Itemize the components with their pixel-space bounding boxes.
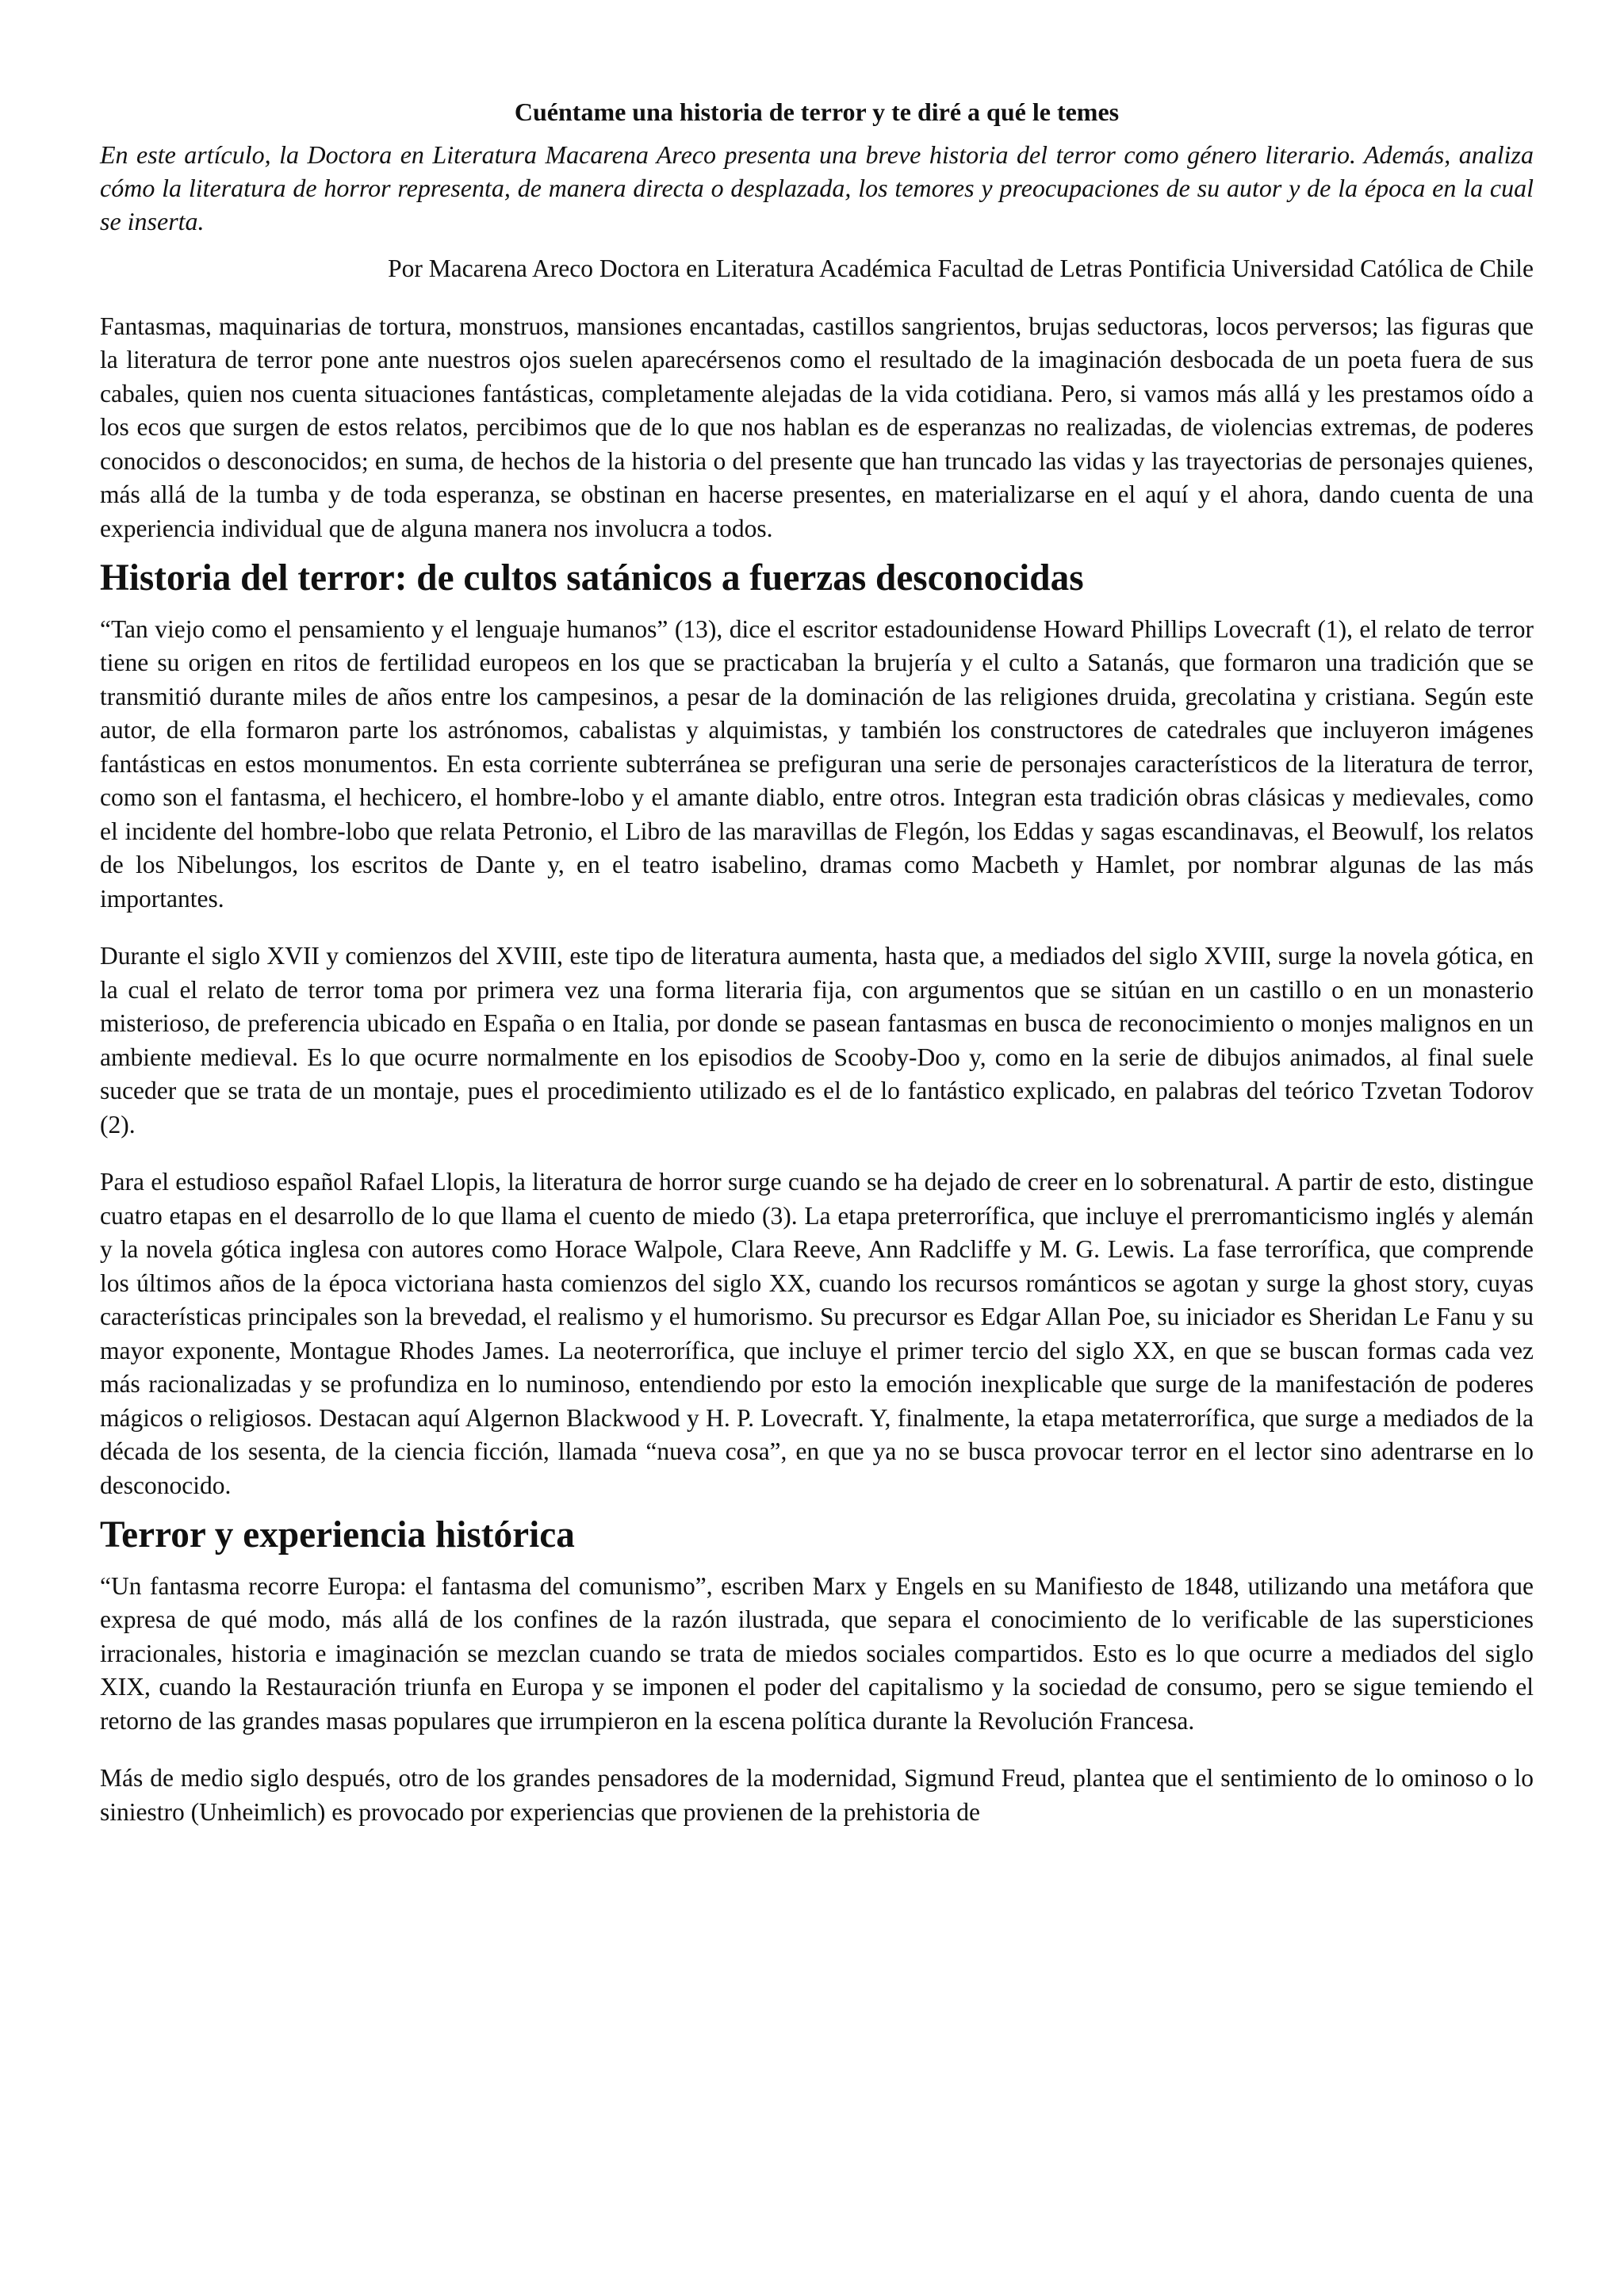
article-byline: Por Macarena Areco Doctora en Literatura Académica Facultad de Letras Pontificia Universidad Católica de Chile	[388, 254, 1534, 282]
paragraph: “Tan viejo como el pensamiento y el lenguaje humanos” (13), dice el escritor estadounidense Howard Phillips Lovecraft (1), el relato de terror tiene su origen en ritos de fertilidad europeos en los que se practicaban la brujería y el culto a Satanás, que formaron una tradición que se transmitió durante miles de años entre los campesinos, a pesar de la dominación de las religiones druida, grecolatina y cristiana. Según este autor, de ella formaron parte los astrónomos, cabalistas y alquimistas, y también los constructores de catedrales que incluyeron imágenes fantásticas en estos monumentos. En esta corriente subterránea se prefiguran una serie de personajes característicos de la literatura de terror, como son el fantasma, el hechicero, el hombre-lobo y el amante diablo, entre otros. Integran esta tradición obras clásicas y medievales, como el incidente del hombre-lobo que relata Petronio, el Libro de las maravillas de Flegón, los Eddas y sagas escandinavas, el Beowulf, los relatos de los Nibelungos, los escritos de Dante y, en el teatro isabelino, dramas como Macbeth y Hamlet, por nombrar algunas de las más importantes.	[100, 614, 1534, 913]
intro-paragraph: Fantasmas, maquinarias de tortura, monstruos, mansiones encantadas, castillos sangrientos, brujas seductoras, locos perversos; las figuras que la literatura de terror pone ante nuestros ojos suelen aparecérsenos como el resultado de la imaginación desbocada de un poeta fuera de sus cabales, quien nos cuenta situaciones fantásticas, completamente alejadas de la vida cotidiana. Pero, si vamos más allá y les prestamos oído a los ecos que surgen de estos relatos, percibimos que de lo que nos hablan es de esperanzas no realizadas, de violencias extremas, de poderes conocidos o desconocidos; en suma, de hechos de la historia o del presente que han truncado las vidas y las trayectorias de personajes quienes, más allá de la tumba y de toda esperanza, se obstinan en hacerse presentes, en materializarse en el aquí y el ahora, dando cuenta de una experiencia individual que de alguna manera nos involucra a todos.	[100, 312, 1534, 542]
paragraph: Más de medio siglo después, otro de los grandes pensadores de la modernidad, Sigmund Freud, plantea que el sentimiento de lo ominoso o lo siniestro (Unheimlich) es provocado por experiencias que provienen de la prehistoria de	[100, 1764, 1534, 1826]
paragraph: Durante el siglo XVII y comienzos del XVIII, este tipo de literatura aumenta, hasta que, a mediados del siglo XVIII, surge la novela gótica, en la cual el relato de terror toma por primera vez una forma literaria fija, con argumentos que se sitúan en un castillo o en un monasterio misterioso, de preferencia ubicado en España o en Italia, por donde se pasean fantasmas en busca de reconocimiento o monjes malignos en un ambiente medieval. Es lo que ocurre normalmente en los episodios de Scooby-Doo y, como en la serie de dibujos animados, al final suele suceder que se trata de un montaje, pues el procedimiento utilizado es el de lo fantástico explicado, en palabras del teórico Tzvetan Todorov (2).	[100, 942, 1534, 1138]
document-page	[100, 95, 1534, 1829]
section-heading-history: Historia del terror: de cultos satánicos a fuerzas desconocidas	[100, 557, 1084, 599]
paragraph: “Un fantasma recorre Europa: el fantasma del comunismo”, escriben Marx y Engels en su Manifiesto de 1848, utilizando una metáfora que expresa de qué modo, más allá de los confines de la razón ilustrada, que separa el conocimiento de lo verificable de las supersticiones irracionales, historia e imaginación se mezclan cuando se trata de miedos sociales compartidos. Esto es lo que ocurre a mediados del siglo XIX, cuando la Restauración triunfa en Europa y se imponen el poder del capitalismo y la sociedad de consumo, pero se sigue temiendo el retorno de las grandes masas populares que irrumpieron en la escena política durante la Revolución Francesa.	[100, 1571, 1534, 1735]
article-title: Cuéntame una historia de terror y te diré a qué le temes	[514, 98, 1120, 126]
section-heading-experience: Terror y experiencia histórica	[100, 1514, 575, 1556]
article-lead: En este artículo, la Doctora en Literatura Macarena Areco presenta una breve historia del terror como género literario. Además, analiza cómo la literatura de horror representa, de manera directa o desplazada, los temores y preocupaciones de su autor y de la época en la cual se inserta.	[100, 140, 1534, 235]
paragraph: Para el estudioso español Rafael Llopis, la literatura de horror surge cuando se ha dejado de creer en lo sobrenatural. A partir de esto, distingue cuatro etapas en el desarrollo de lo que llama el cuento de miedo (3). La etapa preterrorífica, que incluye el prerromanticismo inglés y alemán y la novela gótica inglesa con autores como Horace Walpole, Clara Reeve, Ann Radcliffe y M. G. Lewis. La fase terrorífica, que comprende los últimos años de la época victoriana hasta comienzos del siglo XX, cuando los recursos románticos se agotan y surge la ghost story, cuyas características principales son la brevedad, el realismo y el humorismo. Su precursor es Edgar Allan Poe, su iniciador es Sheridan Le Fanu y su mayor exponente, Montague Rhodes James. La neoterrorífica, que incluye el primer tercio del siglo XX, en que se buscan formas cada vez más racionalizadas y se profundiza en lo numinoso, entendiendo por esto la emoción inexplicable que surge de la manifestación de poderes mágicos o religiosos. Destacan aquí Algernon Blackwood y H. P. Lovecraft. Y, finalmente, la etapa metaterrorífica, que surge a mediados de la década de los sesenta, de la ciencia ficción, llamada “nueva cosa”, en que ya no se busca provocar terror en el lector sino adentrarse en lo desconocido.	[100, 1168, 1534, 1499]
